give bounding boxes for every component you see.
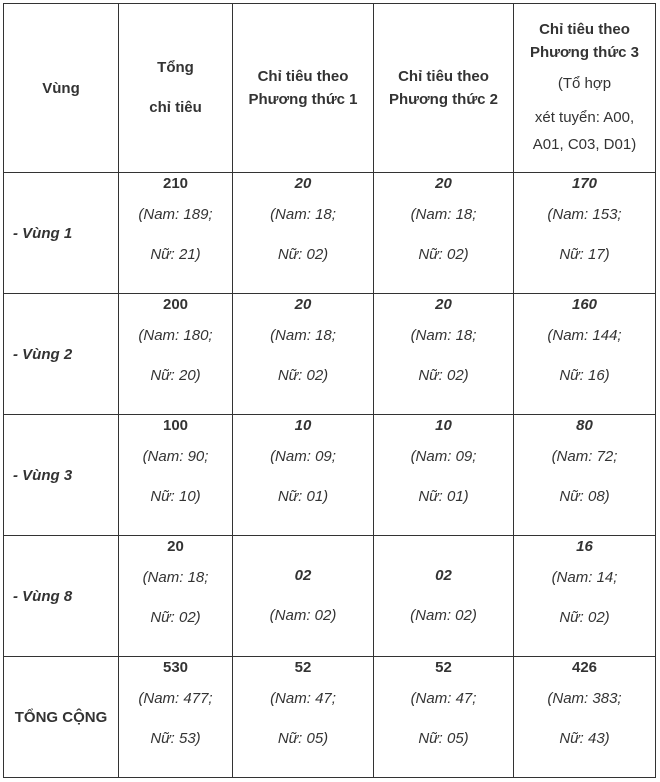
pt2-cell: 20 (Nam: 18; Nữ: 02): [374, 294, 514, 415]
pt3-cell: 426 (Nam: 383; Nữ: 43): [514, 657, 656, 778]
total-cell: 20 (Nam: 18; Nữ: 02): [119, 536, 233, 657]
pt3-cell: 16 (Nam: 14; Nữ: 02): [514, 536, 656, 657]
pt1-cell: 20 (Nam: 18; Nữ: 02): [233, 294, 374, 415]
quota-table: [3, 3, 656, 778]
header-pt1: Chỉ tiêu theo Phương thức 1: [233, 4, 374, 173]
pt2-cell: 10 (Nam: 09; Nữ: 01): [374, 415, 514, 536]
table-row: [4, 415, 656, 536]
total-cell: 210 (Nam: 189; Nữ: 21): [119, 173, 233, 294]
pt2-cell: 52 (Nam: 47; Nữ: 05): [374, 657, 514, 778]
region-label: - Vùng 8: [4, 536, 119, 657]
pt1-cell: 20 (Nam: 18; Nữ: 02): [233, 173, 374, 294]
table-row: [4, 294, 656, 415]
table-row: [4, 536, 656, 657]
pt2-cell: 20 (Nam: 18; Nữ: 02): [374, 173, 514, 294]
total-cell: 100 (Nam: 90; Nữ: 10): [119, 415, 233, 536]
pt3-cell: 80 (Nam: 72; Nữ: 08): [514, 415, 656, 536]
region-label: - Vùng 2: [4, 294, 119, 415]
header-pt2: Chỉ tiêu theo Phương thức 2: [374, 4, 514, 173]
pt2-cell: 02 (Nam: 02): [374, 536, 514, 657]
total-label: TỔNG CỘNG: [4, 657, 119, 778]
pt1-cell: 02 (Nam: 02): [233, 536, 374, 657]
header-row: [4, 4, 656, 173]
header-region: Vùng: [4, 4, 119, 173]
total-cell: 530 (Nam: 477; Nữ: 53): [119, 657, 233, 778]
region-label: - Vùng 3: [4, 415, 119, 536]
pt1-cell: 10 (Nam: 09; Nữ: 01): [233, 415, 374, 536]
table-row: [4, 173, 656, 294]
pt3-cell: 160 (Nam: 144; Nữ: 16): [514, 294, 656, 415]
total-cell: 200 (Nam: 180; Nữ: 20): [119, 294, 233, 415]
region-label: - Vùng 1: [4, 173, 119, 294]
pt3-cell: 170 (Nam: 153; Nữ: 17): [514, 173, 656, 294]
pt1-cell: 52 (Nam: 47; Nữ: 05): [233, 657, 374, 778]
header-total: Tổng chỉ tiêu: [119, 4, 233, 173]
header-pt3: Chỉ tiêu theo Phương thức 3 (Tổ hợp xét tuyển: A00, A01, C03, D01): [514, 4, 656, 173]
total-row: [4, 657, 656, 778]
